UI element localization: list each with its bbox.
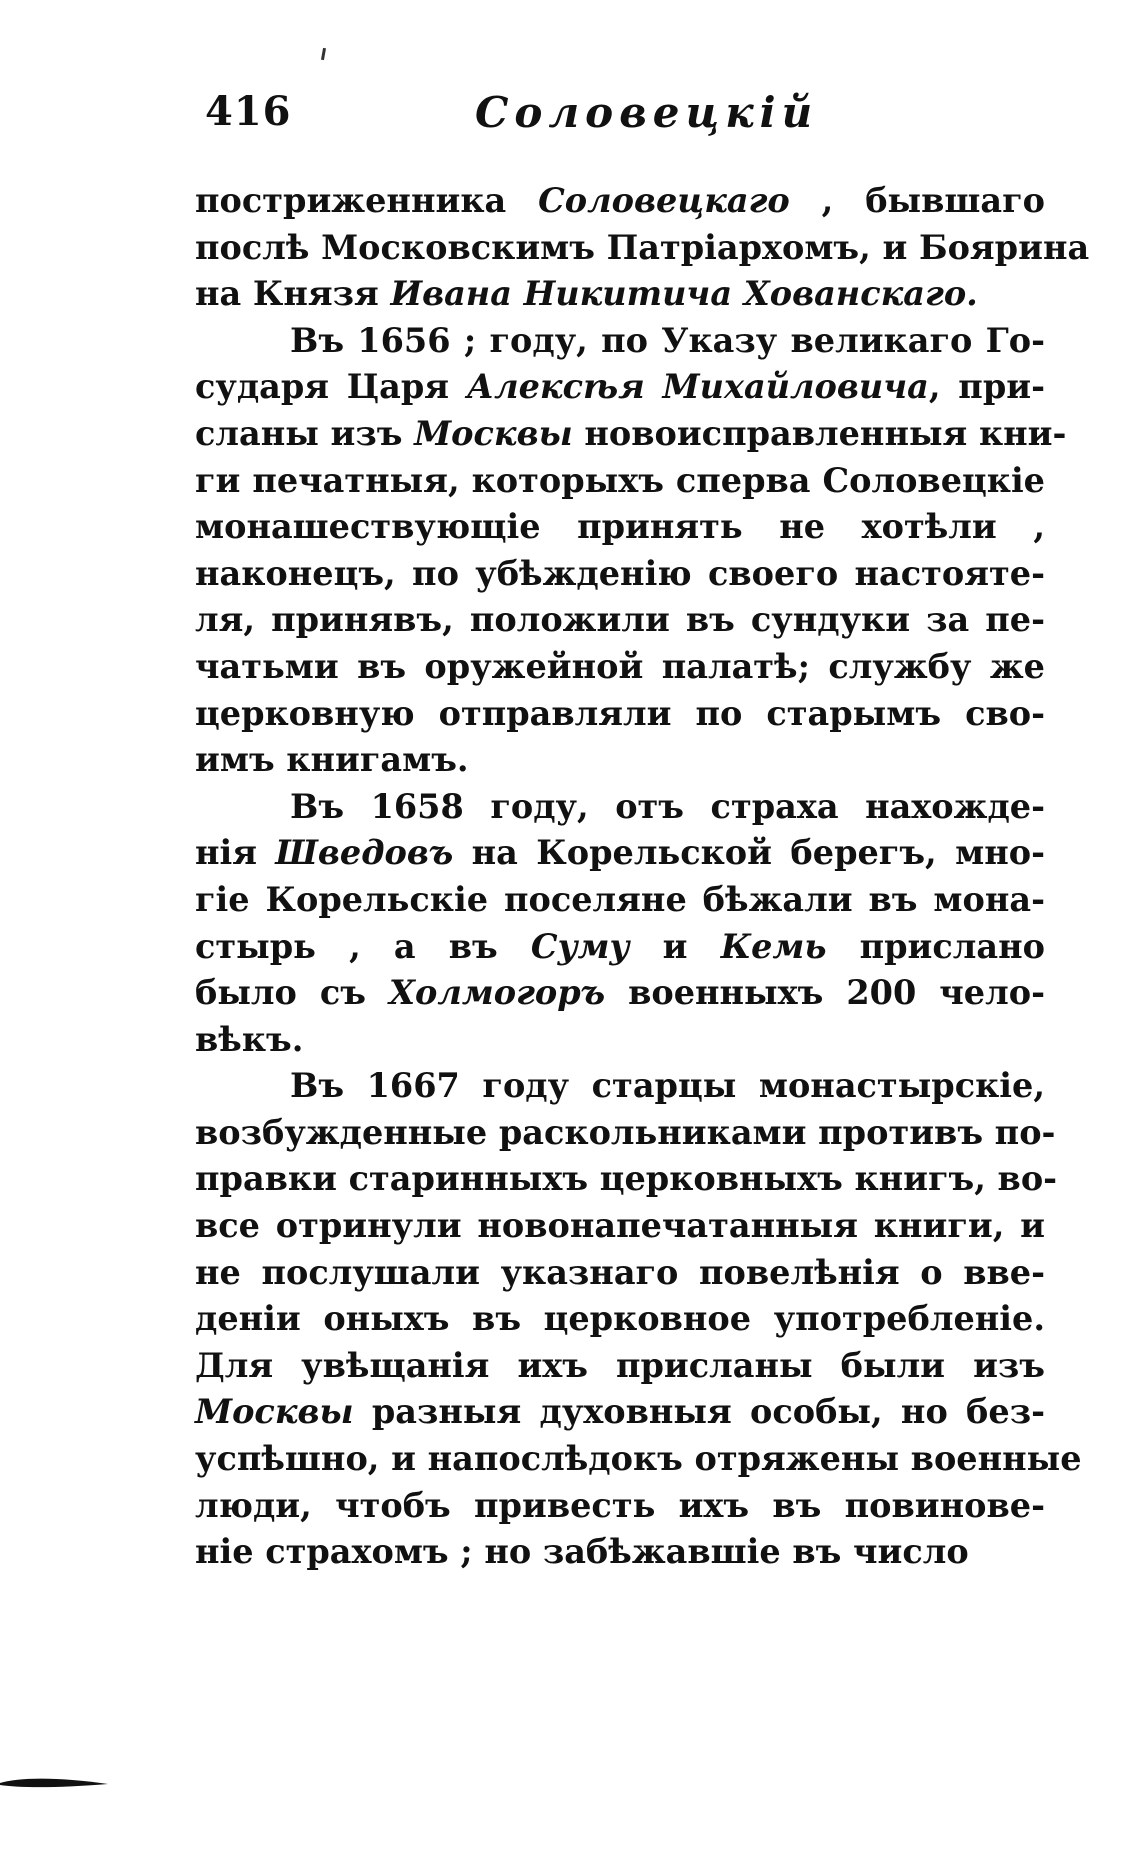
text-line: [195, 1343, 1045, 1390]
text-line: [195, 830, 1045, 877]
text-segment: правки старинныхъ церковныхъ книгъ, во-: [195, 1159, 1058, 1199]
italic-segment: Соловецкаго: [538, 181, 790, 220]
text-segment: новоисправленныя кни-: [572, 413, 1067, 453]
italic-segment: Алексѣя Михайловича: [466, 367, 929, 407]
text-segment: гіе Корельскіе поселяне бѣжали въ мона-: [195, 879, 1045, 919]
text-segment: постриженника: [195, 181, 539, 220]
text-segment: было съ: [195, 973, 390, 1013]
text-segment: ніе страхомъ ; но забѣжавшіе въ число: [195, 1532, 969, 1572]
text-line: [195, 1017, 1045, 1064]
text-segment: Въ 1656 ; году, по Указу великаго Го-: [290, 320, 1045, 360]
text-segment: Въ 1667 году старцы монастырскіе,: [290, 1066, 1045, 1106]
text-line: [195, 924, 1045, 971]
text-line: [195, 1529, 1045, 1576]
text-segment: военныхъ 200 чело-: [605, 973, 1045, 1013]
text-line: [195, 1389, 1045, 1436]
text-line: [195, 1110, 1056, 1157]
text-line: [195, 1436, 1082, 1483]
text-line: [195, 1296, 1045, 1343]
printers-ornament: [0, 1775, 110, 1789]
page-header: [205, 88, 1045, 148]
text-line: [195, 1483, 1045, 1530]
text-segment: Для увѣщанія ихъ присланы были изъ: [195, 1345, 1045, 1385]
text-segment: стырь , а въ: [195, 926, 531, 966]
text-segment: люди, чтобъ привесть ихъ въ повинове-: [195, 1485, 1045, 1525]
italic-segment: Кемь: [720, 926, 827, 966]
text-line: [195, 364, 1045, 411]
text-line: [195, 225, 1090, 272]
text-line: [195, 271, 1045, 318]
italic-segment: Ивана Никитича Хованскаго.: [390, 274, 978, 314]
text-line: [195, 1063, 1045, 1110]
text-line: [195, 784, 1045, 831]
italic-segment: Москвы: [195, 1392, 354, 1432]
italic-segment: Москвы: [414, 413, 573, 453]
text-line: [195, 318, 1045, 365]
text-segment: деніи оныхъ въ церковное употребленіе.: [195, 1299, 1045, 1339]
text-segment: успѣшно, и напослѣдокъ отряжены военные: [195, 1439, 1082, 1479]
italic-segment: Суму: [530, 926, 630, 966]
text-segment: Въ 1658 году, отъ страха нахожде-: [290, 786, 1045, 826]
text-segment: , при-: [928, 367, 1045, 407]
running-title: Соловецкій: [475, 88, 819, 137]
text-segment: сланы изъ: [195, 413, 415, 453]
text-line: [195, 411, 1067, 458]
text-line: [195, 970, 1045, 1017]
text-line: [195, 178, 1045, 225]
text-segment: разныя духовныя особы, но без-: [353, 1392, 1045, 1432]
italic-segment: Шведовъ: [275, 833, 454, 873]
text-segment: прислано: [826, 926, 1045, 966]
text-segment: все отринули новонапечатанныя книги, и: [195, 1206, 1045, 1246]
text-segment: , бывшаго: [789, 181, 1045, 220]
text-segment: монашествующіе принять не хотѣли ,: [195, 507, 1045, 547]
text-segment: не послушали указнаго повелѣнія о вве-: [195, 1252, 1045, 1292]
text-segment: вѣкъ.: [195, 1019, 304, 1059]
text-line: [195, 458, 1045, 505]
text-line: [195, 504, 1045, 551]
text-line: [195, 1156, 1058, 1203]
body-text: [195, 178, 1090, 1576]
text-segment: на Князя: [195, 274, 391, 314]
print-mark: [321, 48, 326, 60]
text-segment: нія: [195, 833, 276, 873]
text-segment: церковную отправляли по старымъ сво-: [195, 693, 1045, 733]
text-line: [195, 877, 1045, 924]
text-line: [195, 1250, 1045, 1297]
text-segment: и: [629, 926, 721, 966]
text-line: [195, 597, 1045, 644]
text-line: [195, 551, 1045, 598]
text-segment: чатьми въ оружейной палатѣ; службу же: [195, 646, 1045, 686]
text-segment: возбужденные раскольниками противъ по-: [195, 1112, 1056, 1152]
text-line: [195, 737, 1045, 784]
text-line: [195, 691, 1045, 738]
text-segment: наконецъ, по убѣжденію своего настояте-: [195, 553, 1045, 593]
italic-segment: Холмогоръ: [389, 973, 606, 1013]
text-line: [195, 644, 1045, 691]
text-line: [195, 1203, 1045, 1250]
text-segment: имъ книгамъ.: [195, 740, 469, 780]
text-segment: на Корельской берегъ, мно-: [453, 833, 1045, 873]
text-segment: ги печатныя, которыхъ сперва Соловецкіе: [195, 460, 1045, 500]
text-segment: ля, принявъ, положили въ сундуки за пе-: [195, 600, 1045, 640]
text-segment: сударя Царя: [195, 367, 467, 407]
page-number: 416: [205, 88, 292, 135]
text-segment: послѣ Московскимъ Патріархомъ, и Боярина: [195, 227, 1090, 267]
